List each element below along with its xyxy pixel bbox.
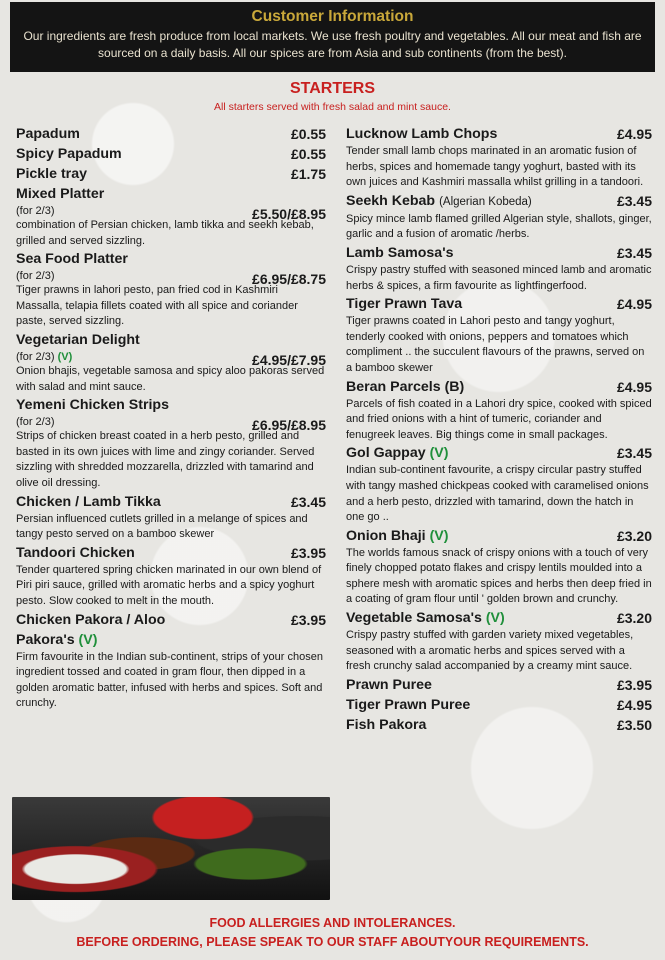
item-name: Gol Gappay [346, 445, 426, 462]
item-description: Indian sub-continent favourite, a crispy circular pastry stuffed with tangy mashed chickpeas cooked with caramelised onions and a herb pesto, drizzled with tamarind, down the hatch in one go .. [346, 464, 649, 524]
menu-item [16, 124, 326, 144]
item-price: £0.55 [290, 126, 326, 142]
menu-item [346, 294, 652, 376]
item-description: The worlds famous snack of crispy onions with a touch of very finely chopped potato flakes and crispy lentils moulded into a sphere mesh with aromatic spices and herbs then deep fried in a coating of gram flour until ' golden brown and crunchy. [346, 546, 652, 606]
item-name: Sea Food Platter [16, 251, 128, 268]
menu-item [16, 249, 326, 330]
item-price: £3.45 [616, 192, 652, 209]
item-serving-note: (for 2/3) [16, 205, 55, 217]
item-name: Vegetable Samosa's [346, 610, 482, 627]
item-price: £4.95 [616, 696, 652, 713]
item-price: £3.45 [290, 493, 326, 510]
menu-item [16, 610, 326, 712]
item-description: Firm favourite in the Indian sub-continent, strips of your chosen ingredient tossed and coated in gram flour, then dipped in a golden aromatic batter, infused with herbs and spices. Soft and crunchy. [16, 650, 323, 710]
item-description: Onion bhajis, vegetable samosa and spicy aloo pakoras served with salad and mint sauce. [16, 364, 325, 393]
menu-column-right [346, 124, 652, 735]
item-name: Pickle tray [16, 166, 87, 182]
item-description: Crispy pastry stuffed with garden variety mixed vegetables, seasoned with a aromatic herbs and spices served with a fresh crunchy salad accompanied by a creamy mint sauce. [346, 629, 634, 673]
item-name: Spicy Papadum [16, 146, 122, 162]
vegetarian-mark: (V) [429, 527, 449, 544]
menu-item [346, 675, 652, 695]
item-serving-note: (for 2/3) [16, 416, 55, 429]
menu-item [16, 330, 326, 395]
menu-column-left [16, 124, 326, 712]
item-name: Onion Bhaji [346, 527, 426, 544]
item-name: Lucknow Lamb Chops [346, 126, 498, 142]
item-name: Vegetarian Delight [16, 331, 140, 348]
item-description: Spicy mince lamb flamed grilled Algerian style, shallots, ginger, garlic and a fusion of aromatic /herbs. [346, 212, 652, 241]
item-name: Chicken Pakora / Aloo [16, 611, 166, 628]
item-description: Tender small lamb chops marinated in an aromatic fusion of herbs, spices and homemade tangy yoghurt, basted with its own juices and Kashmiri massalla whilst grilling in a tandoori. [346, 145, 644, 189]
item-name: Tiger Prawn Puree [346, 696, 471, 713]
item-description: Parcels of fish coated in a Lahori dry spice, cooked with spiced and fried onions with a hint of tumeric, coriander and fenugreek leaves. Big things come in small packages. [346, 397, 652, 441]
item-inline-note: (Algerian Kobeda) [439, 195, 532, 208]
item-description: Tender quartered spring chicken marinated in our own blend of Piri piri sauce, grilled with aromatic herbs and a spicy yoghurt pesto. Slow cooked to melt in the mouth. [16, 563, 322, 607]
item-name: Papadum [16, 126, 80, 142]
info-text: Our ingredients are fresh produce from local markets. We use fresh poultry and vegetables. All our meat and fish are sourced on a daily basis. All our spices are from Asia and sub continents (from the best). [23, 29, 642, 60]
item-price: £4.95 [616, 296, 652, 313]
item-serving-note: (for 2/3) [16, 270, 55, 283]
vegetarian-mark: (V) [429, 445, 449, 462]
menu-item [16, 184, 326, 249]
item-serving-note: (for 2/3) [16, 350, 55, 363]
item-name: Chicken / Lamb Tikka [16, 493, 161, 510]
vegetarian-mark: (V) [57, 350, 73, 363]
menu-item [346, 443, 652, 525]
menu-item [16, 395, 326, 491]
item-name: Tandoori Chicken [16, 544, 135, 561]
item-price: £0.55 [290, 146, 326, 162]
item-price: £3.50 [616, 716, 652, 733]
menu-item [346, 124, 652, 191]
item-price: £3.95 [616, 676, 652, 693]
item-description: combination of Persian chicken, lamb tikka and seekh kebab, grilled and served sizzling. [16, 219, 314, 247]
item-description: Strips of chicken breast coated in a herb pesto, grilled and basted in its own juices with lime and zingy coriander. Served sizzling with shredded mozzarella, drizzled with tamarind and olive oil dressing. [16, 430, 315, 489]
menu-item [346, 526, 652, 608]
item-name: Lamb Samosa's [346, 244, 454, 261]
item-name: Tiger Prawn Tava [346, 296, 463, 313]
menu-item [346, 715, 652, 735]
allergy-notice-text: BEFORE ORDERING, PLEASE SPEAK TO OUR STAFF ABOUTYOUR REQUIREMENTS. [76, 935, 589, 949]
section-subtitle: All starters served with fresh salad and mint sauce. [214, 101, 451, 113]
item-price: £5.50/£8.95 [252, 206, 326, 222]
menu-item [16, 543, 326, 610]
menu-item [16, 144, 326, 164]
item-price: £6.95/£8.95 [252, 417, 326, 434]
dish-photo [12, 797, 330, 900]
menu-item [16, 164, 326, 184]
vegetarian-mark: (V) [485, 610, 505, 627]
item-description: Persian influenced cutlets grilled in a melange of spices and tangy pesto served on a bamboo skewer [16, 512, 308, 541]
item-name: Mixed Platter [16, 186, 105, 202]
vegetarian-mark: (V) [78, 631, 98, 648]
menu-item [346, 608, 652, 675]
item-price: £4.95 [616, 126, 652, 142]
item-price: £3.20 [616, 610, 652, 627]
item-description: Crispy pastry stuffed with seasoned minced lamb and aromatic herbs & spices, a firm favourite as lightfingerfood. [346, 263, 652, 292]
item-price: £1.75 [290, 166, 326, 182]
customer-information-box [10, 2, 655, 72]
item-name: Yemeni Chicken Strips [16, 397, 169, 414]
menu-item [346, 695, 652, 715]
item-price: £3.95 [290, 611, 326, 628]
item-price: £3.45 [616, 244, 652, 261]
item-price: £4.95/£7.95 [252, 351, 326, 368]
menu-item [346, 377, 652, 444]
item-price: £6.95/£8.75 [252, 271, 326, 288]
item-name: Fish Pakora [346, 716, 427, 733]
item-description: Tiger prawns coated in Lahori pesto and tangy yoghurt, tenderly cooked with onions, peppers and tomatoes which compliment .. the succulent flavours of the prawns, served on a bamboo skewer [346, 315, 645, 374]
item-price: £3.45 [616, 445, 652, 462]
menu-item [346, 191, 652, 243]
item-name-continued: Pakora's [16, 631, 75, 648]
item-name: Beran Parcels (B) [346, 378, 465, 395]
section-title: STARTERS [289, 80, 376, 97]
item-price: £3.20 [616, 527, 652, 544]
item-name: Seekh Kebab [346, 192, 436, 209]
info-title: Customer Information [251, 8, 414, 25]
item-name: Prawn Puree [346, 676, 432, 693]
allergy-notice-title: FOOD ALLERGIES AND INTOLERANCES. [209, 916, 456, 930]
menu-item [346, 243, 652, 294]
menu-item [16, 492, 326, 543]
item-description: Tiger prawns in lahori pesto, pan fried cod in Kashmiri Massalla, telapia fillets coated with all spice and coriander paste, served sizzling. [16, 284, 298, 328]
item-price: £4.95 [616, 378, 652, 395]
item-price: £3.95 [290, 544, 326, 561]
